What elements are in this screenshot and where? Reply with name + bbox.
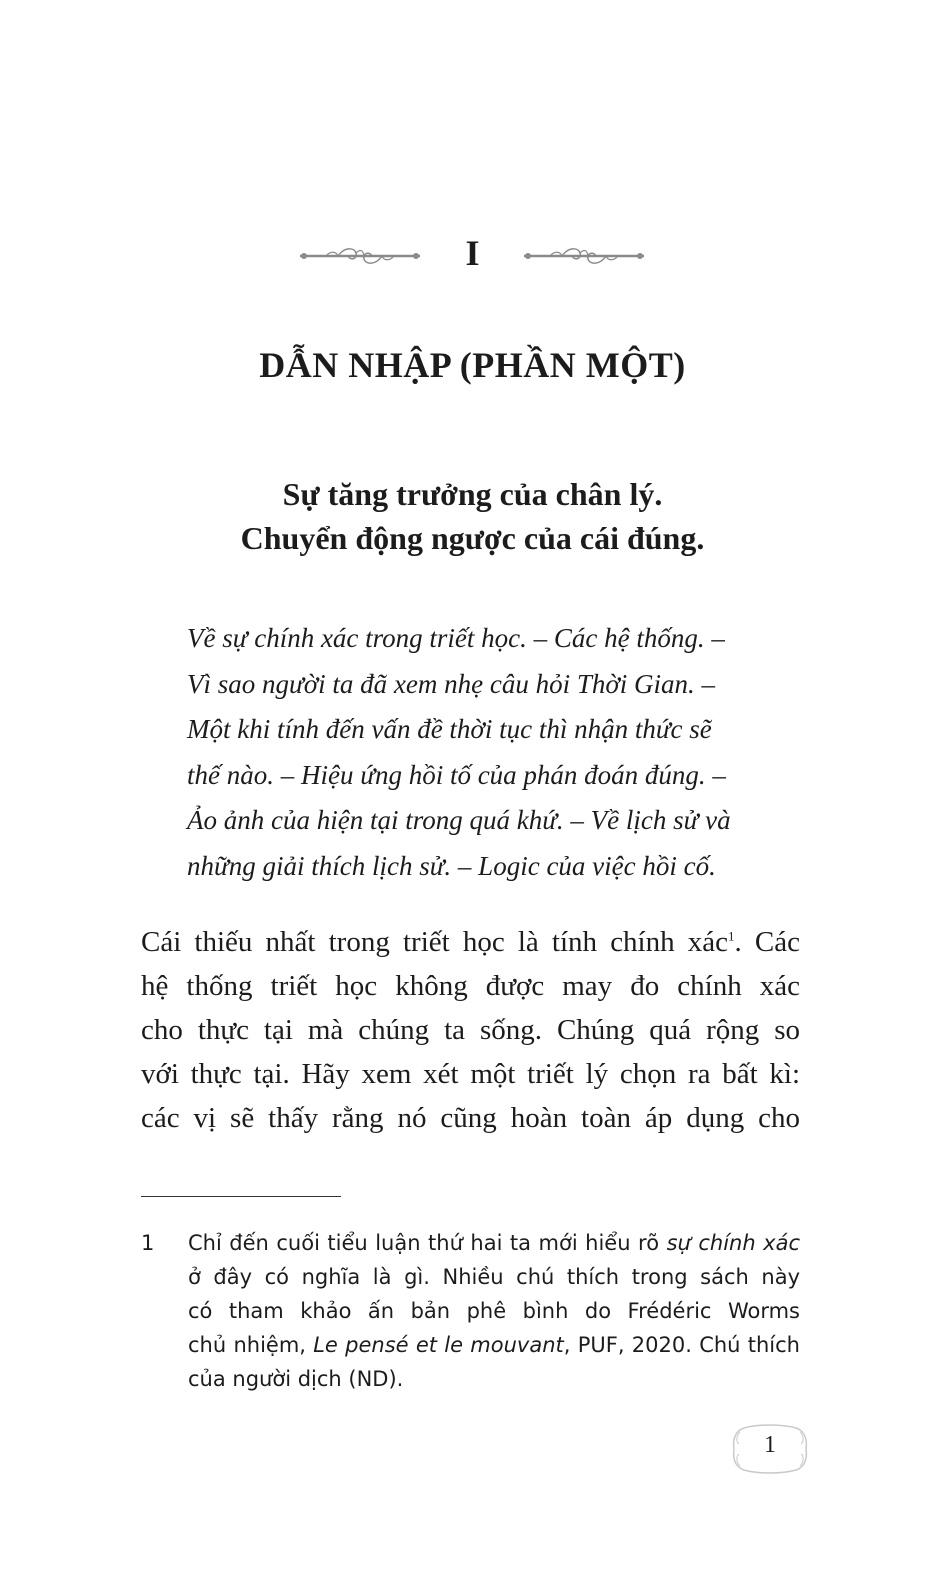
summary-line: Về sự chính xác trong triết học. – Các hệ thống. – bbox=[187, 623, 725, 653]
body-line: với thực tại. Hãy xem xét một triết lý chọn ra bất kì: bbox=[141, 1058, 800, 1090]
footnote-text bbox=[188, 1226, 800, 1396]
body-line: Cái thiếu nhất trong triết học là tính chính xác$^1$. Các bbox=[141, 926, 800, 958]
footnote-number: 1 bbox=[141, 1231, 155, 1255]
footnote-line: Chỉ đến cuối tiểu luận thứ hai ta mới hiểu rõ sự chính xác bbox=[188, 1231, 800, 1255]
chapter-number: I bbox=[465, 233, 480, 273]
summary-line: những giải thích lịch sử. – Logic của việc hồi cố. bbox=[187, 850, 716, 881]
footnote-line: ở đây có nghĩa là gì. Nhiều chú thích trong sách này bbox=[188, 1265, 800, 1289]
summary-line: Vì sao người ta đã xem nhẹ câu hỏi Thời Gian. – bbox=[187, 668, 716, 699]
body-line: các vị sẽ thấy rằng nó cũng hoàn toàn áp dụng cho bbox=[141, 1102, 800, 1134]
footnote-emphasis: sự chính xác bbox=[666, 1231, 800, 1255]
summary-line: Ảo ảnh của hiện tại trong quá khứ. – Về lịch sử và bbox=[187, 805, 731, 836]
body-line: hệ thống triết học không được may đo chính xác bbox=[141, 970, 800, 1002]
right-flourish-ornament bbox=[522, 243, 646, 269]
body-paragraph bbox=[141, 920, 800, 1140]
subtitle-line: Sự tăng trưởng của chân lý. bbox=[282, 476, 663, 512]
footnote-divider bbox=[141, 1196, 341, 1197]
chapter-subtitle bbox=[0, 472, 945, 560]
footnote-line: chủ nhiệm, Le pensé et le mouvant, PUF, 2020. Chú thích bbox=[188, 1333, 800, 1357]
body-line: cho thực tại mà chúng ta sống. Chúng quá rộng so bbox=[141, 1014, 800, 1046]
subtitle-line: Chuyển động ngược của cái đúng. bbox=[240, 520, 705, 556]
footnote-line: của người dịch (ND). bbox=[188, 1367, 404, 1391]
summary-line: thế nào. – Hiệu ứng hồi tố của phán đoán đúng. – bbox=[187, 759, 726, 790]
chapter-title: DẪN NHẬP (PHẦN MỘT) bbox=[259, 345, 686, 385]
chapter-summary bbox=[187, 616, 800, 890]
summary-line: Một khi tính đến vấn đề thời tục thì nhận thức sẽ bbox=[187, 714, 712, 745]
page-number: 1 bbox=[764, 1432, 776, 1458]
footnote-reference[interactable]: 1 bbox=[728, 928, 735, 944]
footnote-book-title: Le pensé et le mouvant bbox=[313, 1333, 564, 1357]
footnote-line: có tham khảo ấn bản phê bình do Frédéric Worms bbox=[188, 1299, 800, 1323]
